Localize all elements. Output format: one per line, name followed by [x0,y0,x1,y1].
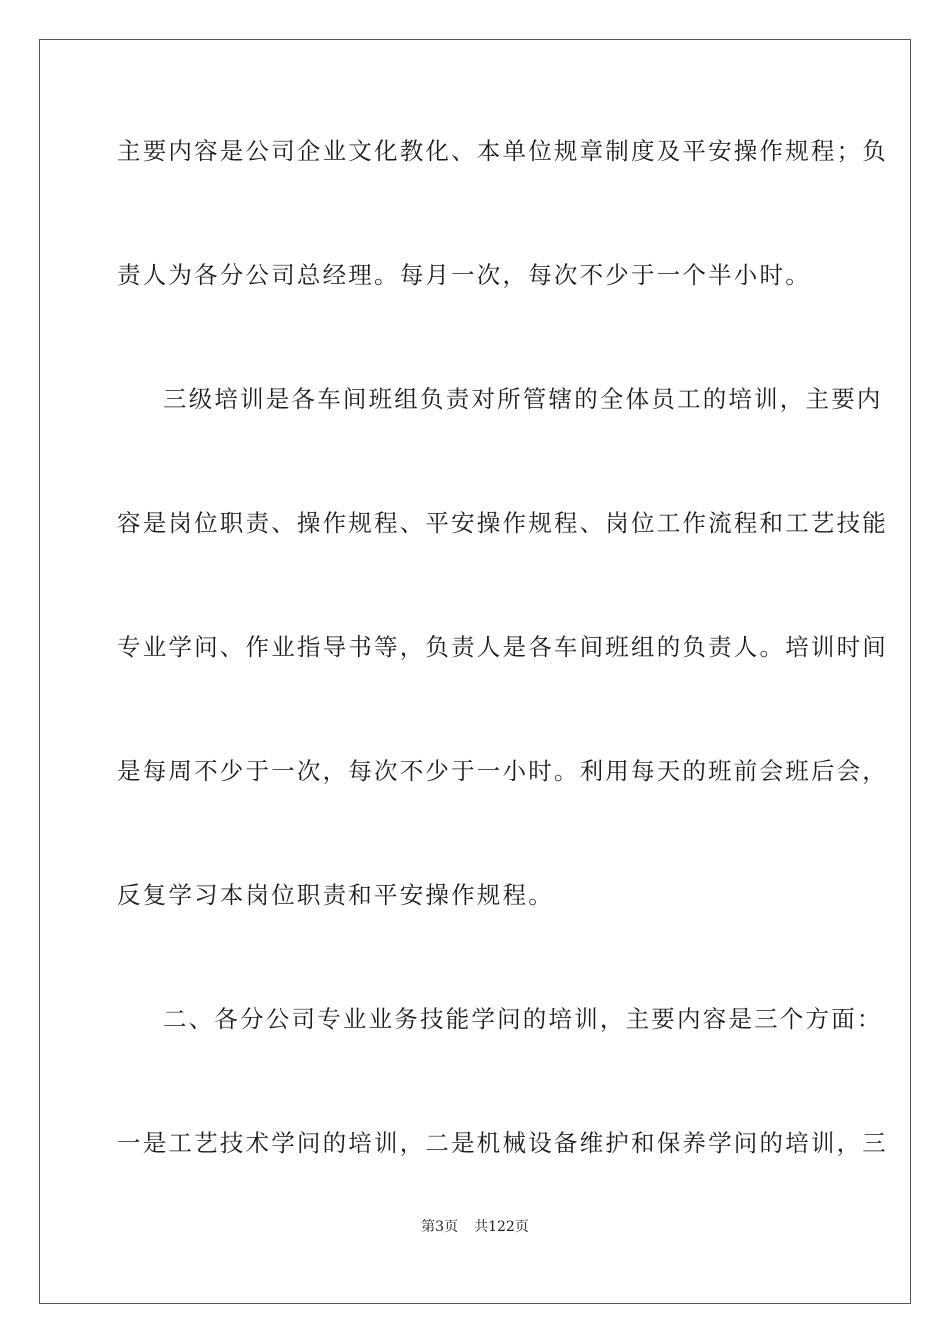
paragraph-line: 专业学问、作业指导书等，负责人是各车间班组的负责人。培训时间 [117,633,888,661]
page-number: 第3页 [421,1219,459,1235]
paragraph-line: 二、各分公司专业业务技能学问的培训，主要内容是三个方面： [163,1005,883,1033]
paragraph-line: 是每周不少于一次，每次不少于一小时。利用每天的班前会班后会， [117,757,888,785]
page-frame [39,39,911,1304]
page-footer [0,1218,950,1236]
paragraph-line: 容是岗位职责、操作规程、平安操作规程、岗位工作流程和工艺技能 [117,509,888,537]
paragraph-line: 反复学习本岗位职责和平安操作规程。 [117,881,554,909]
paragraph-line: 三级培训是各车间班组负责对所管辖的全体员工的培训，主要内 [163,385,883,413]
paragraph-line: 一是工艺技术学问的培训，二是机械设备维护和保养学问的培训，三 [117,1129,888,1157]
paragraph-line: 主要内容是公司企业文化教化、本单位规章制度及平安操作规程；负 [117,137,888,165]
paragraph-line: 责人为各分公司总经理。每月一次，每次不少于一个半小时。 [117,261,811,289]
page-total: 共122页 [474,1219,529,1235]
